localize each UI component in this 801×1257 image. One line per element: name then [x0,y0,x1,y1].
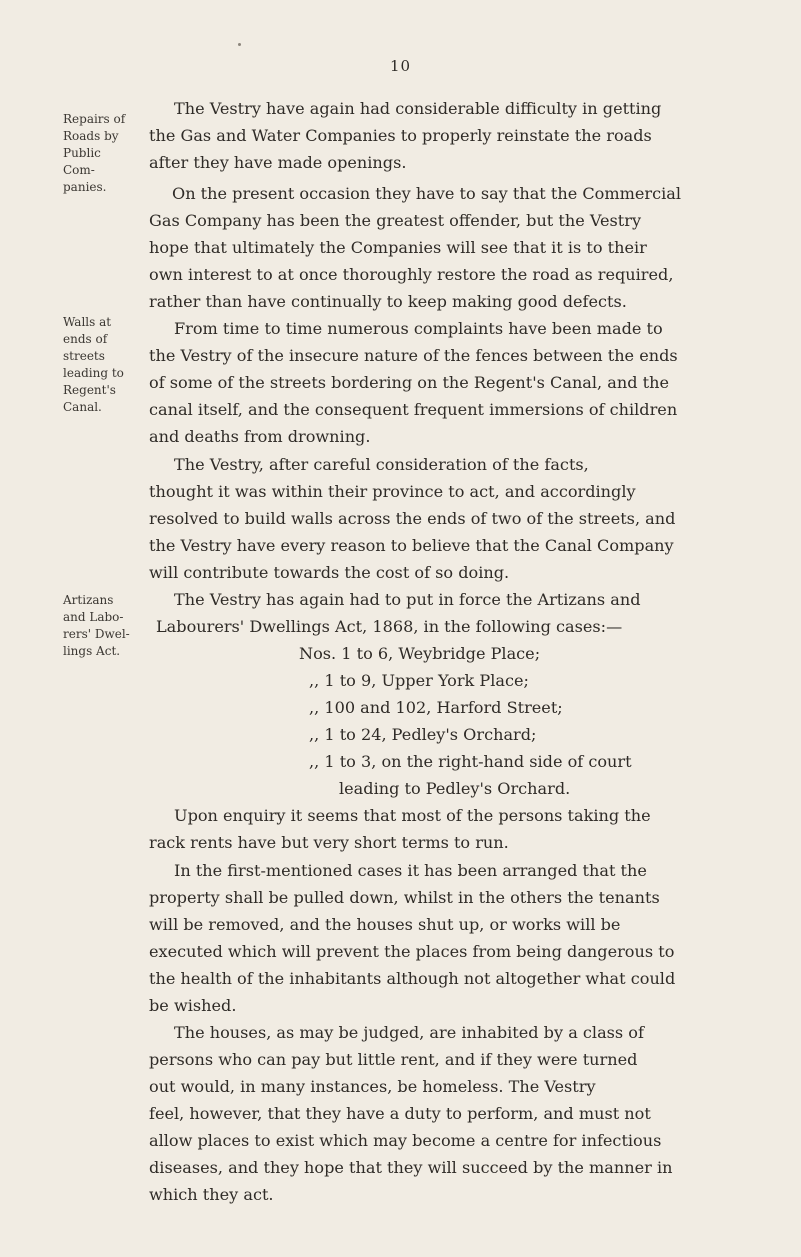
print-dot [238,43,241,46]
margin-note-walls [63,314,153,416]
margin-note-line: Repairs of [63,112,126,126]
text-line: hope that ultimately the Companies will see that it is to their [149,238,647,257]
margin-note-line: Roads by [63,129,119,143]
margin-note-line: lings Act. [63,644,121,658]
text-line: resolved to build walls across the ends of two of the streets, and [149,509,676,528]
case-line: ,, 1 to 9, Upper York Place; [309,671,529,690]
text-line: canal itself, and the consequent frequent immersions of children [149,400,678,419]
text-line: The Vestry has again had to put in force the Artizans and [174,590,641,609]
margin-note-repairs [63,111,153,196]
margin-note-line: and Labo- [63,610,124,624]
page-number: 10 [389,57,412,75]
text-line: Gas Company has been the greatest offender, but the Vestry [149,211,642,230]
text-line: after they have made openings. [149,153,407,172]
text-line: thought it was within their province to act, and accordingly [149,482,636,501]
text-line: out would, in many instances, be homeless. The Vestry [149,1077,596,1096]
text-line: On the present occasion they have to say that the Commercial [172,184,682,203]
case-line: ,, 100 and 102, Harford Street; [309,698,563,717]
text-line: property shall be pulled down, whilst in the others the tenants [149,888,660,907]
margin-note-line: panies. [63,180,107,194]
text-line: rack rents have but very short terms to run. [149,833,509,852]
text-line: The Vestry, after careful consideration of the facts, [174,455,589,474]
text-line: persons who can pay but little rent, and if they were turned [149,1050,638,1069]
margin-note-line: ends of [63,332,108,346]
text-line: rather than have continually to keep making good defects. [149,292,627,311]
margin-note-line: Canal. [63,400,102,414]
text-line: feel, however, that they have a duty to perform, and must not [149,1104,651,1123]
margin-note-line: rers' Dwel- [63,627,130,641]
case-line: Nos. 1 to 6, Weybridge Place; [299,644,541,663]
text-line: allow places to exist which may become a centre for infectious [149,1131,662,1150]
text-line: In the first-mentioned cases it has been arranged that the [174,861,647,880]
case-line: leading to Pedley's Orchard. [339,779,571,798]
text-line: will be removed, and the houses shut up, or works will be [149,915,621,934]
margin-note-line: leading to [63,366,124,380]
case-line: ,, 1 to 24, Pedley's Orchard; [309,725,537,744]
text-line: the Gas and Water Companies to properly reinstate the roads [149,126,652,145]
text-line: Upon enquiry it seems that most of the persons taking the [174,806,651,825]
margin-note-line: Public [63,146,101,160]
margin-note-artizans [63,592,153,660]
text-line: the Vestry have every reason to believe that the Canal Company [149,536,674,555]
text-line: diseases, and they hope that they will succeed by the manner in [149,1158,673,1177]
text-line: own interest to at once thoroughly restore the road as required, [149,265,674,284]
text-line: Labourers' Dwellings Act, 1868, in the following cases:— [156,617,623,636]
margin-note-line: Regent's [63,383,116,397]
margin-note-line: Artizans [63,593,114,607]
text-line: The houses, as may be judged, are inhabited by a class of [174,1023,644,1042]
text-line: be wished. [149,996,237,1015]
margin-note-line: Walls at [63,315,112,329]
case-line: ,, 1 to 3, on the right-hand side of court [309,752,632,771]
text-line: executed which will prevent the places from being dangerous to [149,942,675,961]
text-line: will contribute towards the cost of so doing. [149,563,510,582]
text-line: The Vestry have again had considerable difficulty in getting [174,99,662,118]
text-line: the health of the inhabitants although not altogether what could [149,969,676,988]
text-line: From time to time numerous complaints have been made to [174,319,663,338]
text-line: which they act. [149,1185,274,1204]
margin-note-line: streets [63,349,105,363]
text-line: the Vestry of the insecure nature of the fences between the ends [149,346,678,365]
text-line: of some of the streets bordering on the Regent's Canal, and the [149,373,670,392]
margin-note-line: Com- [63,163,95,177]
text-line: and deaths from drowning. [149,427,371,446]
